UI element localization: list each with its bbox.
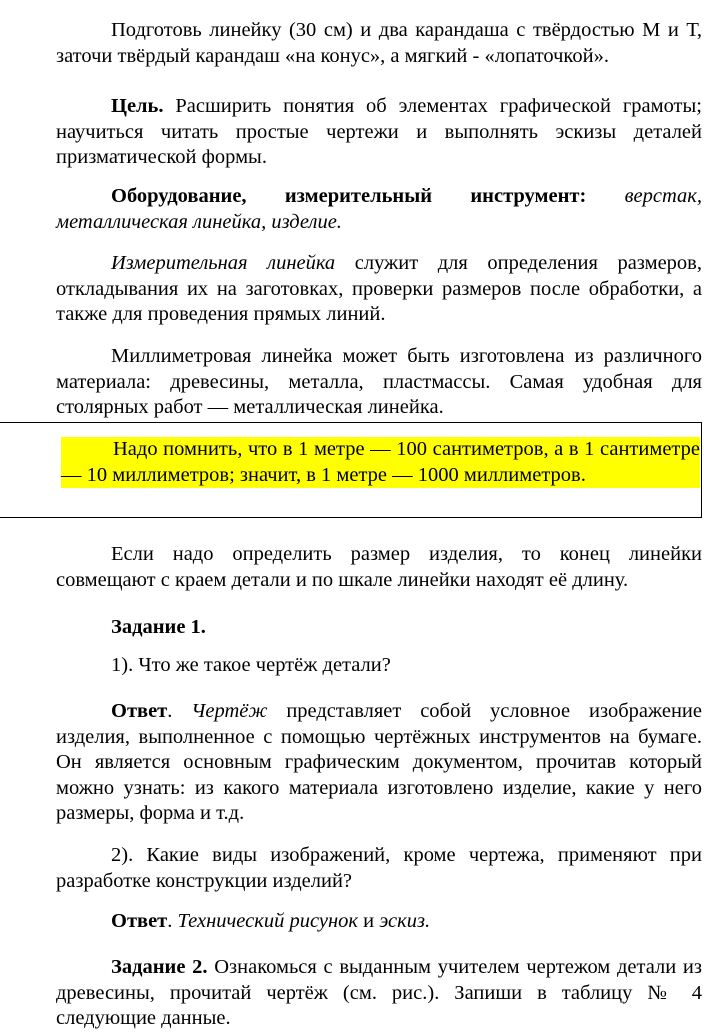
question2 <box>56 843 702 894</box>
measure-paragraph <box>56 542 702 593</box>
task2-paragraph <box>56 955 702 1032</box>
answer1-term: Чертёж <box>191 700 268 722</box>
intro-paragraph <box>56 18 702 69</box>
goal-text: Расширить понятия об элементах графической грамоты; научиться читать простые чертежи и выполнять эскизы деталей призматической формы. <box>56 95 702 168</box>
task2-text: Ознакомься с выданным учителем чертежом детали из древесины, прочитай чертёж (см. рис.). Запиши в таблицу № 4 следующие данные. <box>56 956 702 1029</box>
answer1-text: представляет собой условное изображение изделия, выполненное с помощью чертёжных инструментов на бумаге. Он является основным графическим документом, прочитав который можно узнать: из какого материала изготовлено изделие, какие у него размеры, форма и т.д. <box>56 700 703 824</box>
ruler-term: Измерительная линейка <box>111 252 336 274</box>
answer2-term1: Технический рисунок <box>177 910 359 932</box>
measure-text: Если надо определить размер изделия, то конец линейки совмещают с краем детали и по шкале линейки находят её длину. <box>56 543 702 591</box>
answer2-label: Ответ <box>111 910 168 932</box>
highlighted-note-text: Надо помнить, что в 1 метре — 100 сантиметров, а в 1 сантиметре — 10 миллиметров; значит, в 1 метре — 1000 миллиметров. <box>61 438 700 486</box>
answer2-and: и <box>358 910 380 932</box>
answer1-dot: . <box>167 700 192 722</box>
ruler-text: служит для определения размеров, откладывания их на заготовках, проверки размеров после обработки, а также для проведения прямых линий. <box>56 252 702 325</box>
task1-title: Задание 1. <box>111 616 206 638</box>
equipment-paragraph <box>56 184 702 235</box>
task2-title: Задание 2. <box>111 956 208 978</box>
question2-text: 2). Какие виды изображений, кроме чертежа, применяют при разработке конструкции изделий? <box>56 844 702 892</box>
answer1-label: Ответ <box>111 700 168 722</box>
intro-text: Подготовь линейку (30 см) и два карандаша с твёрдостью М и Т, заточи твёрдый карандаш «на конус», а мягкий - «лопаточкой». <box>56 19 702 67</box>
answer2-paragraph <box>56 909 702 935</box>
goal-paragraph <box>56 94 702 171</box>
mm-ruler-paragraph <box>56 344 702 421</box>
goal-label: Цель. <box>111 95 164 117</box>
question1 <box>56 653 702 679</box>
answer2-dot: . <box>167 910 178 932</box>
equipment-text: верстак, металлическая линейка, изделие. <box>56 185 702 233</box>
mm-ruler-text: Миллиметровая линейка может быть изготовлена из различного материала: древесины, металла, пластмассы. Самая удобная для столярных работ — металлическая линейка. <box>56 345 702 418</box>
answer1-paragraph <box>56 699 702 827</box>
question1-text: 1). Что же такое чертёж детали? <box>111 654 391 676</box>
answer2-term2: эскиз. <box>379 910 431 932</box>
highlighted-note <box>61 437 700 488</box>
equipment-label: Оборудование, измерительный инструмент: <box>111 185 587 207</box>
task1-heading <box>56 615 702 641</box>
ruler-paragraph <box>56 251 702 328</box>
